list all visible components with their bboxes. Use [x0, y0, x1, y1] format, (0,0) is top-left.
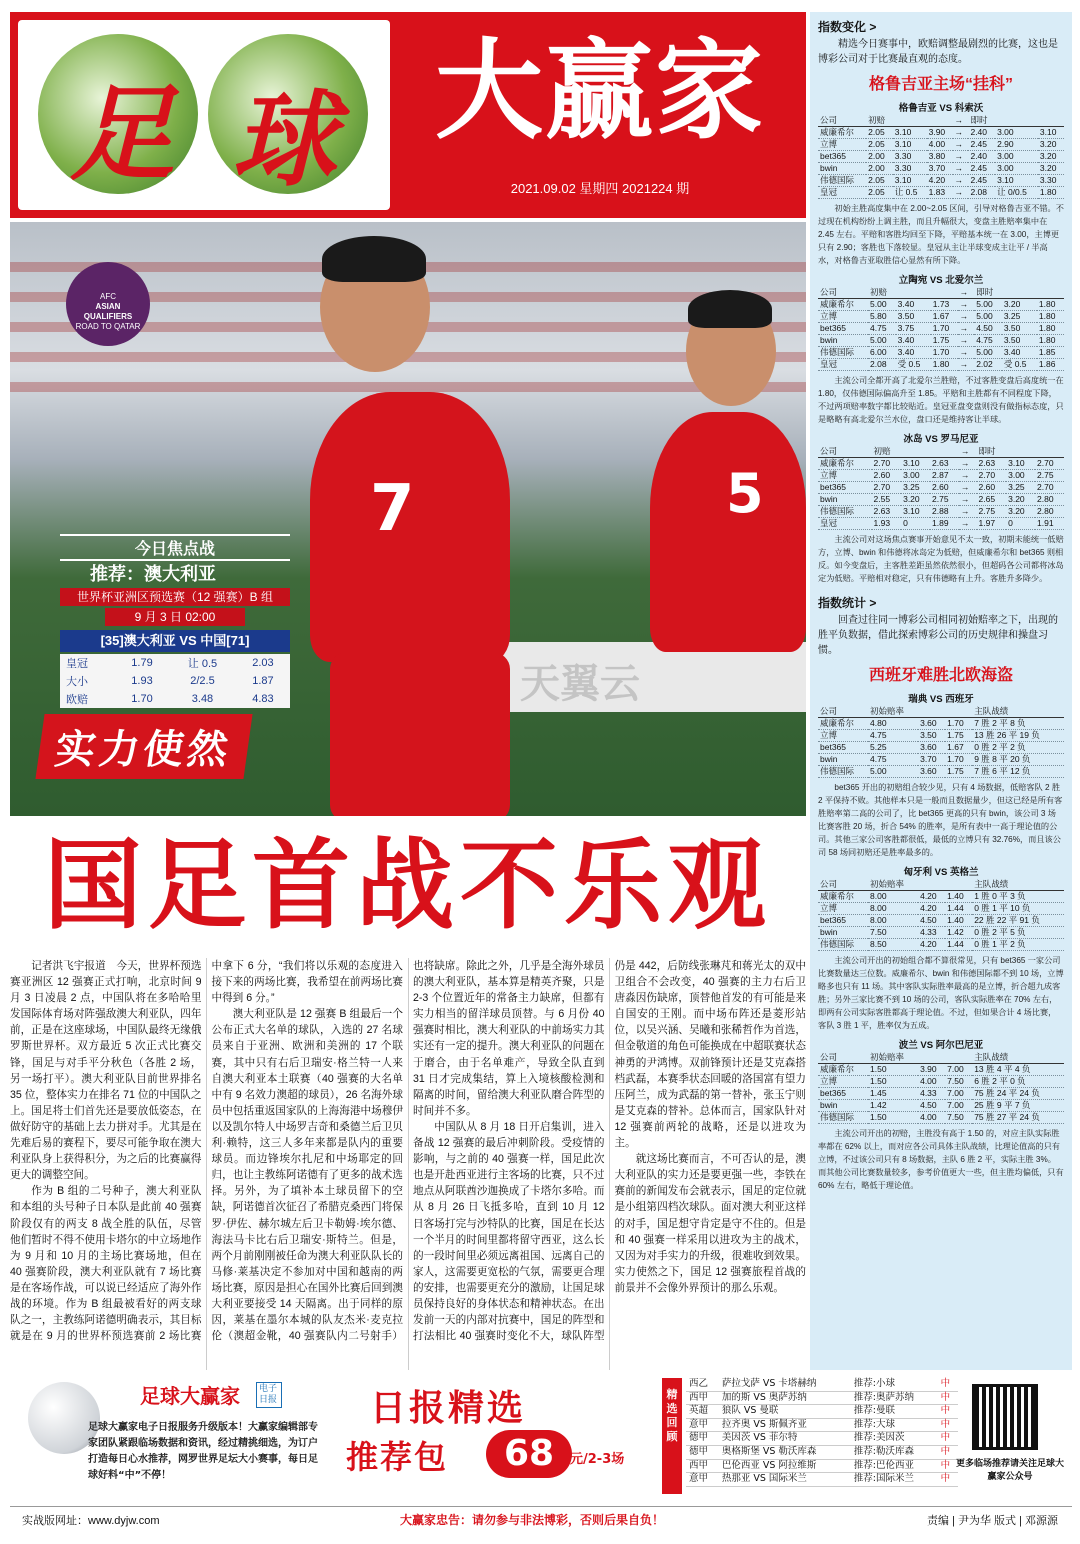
focus-kickoff-time: 9 月 3 日 02:00	[105, 608, 245, 626]
table-row: bet365 2.00 3.30 3.80 → 2.40 3.00 3.20	[818, 151, 1064, 163]
table-row: bet365 1.45 4.33 7.00 75 胜 24 平 24 负	[818, 1088, 1064, 1100]
table-header: 公司 初始赔率 主队战绩	[818, 705, 1064, 718]
article-paragraph: 作为 B 组的二号种子，澳大利亚队和本组的头号种子日本队是此前 40 强赛阶段仅有的两支 8 战全胜的队伍，尽管他们暂时不得不使用卡塔尔的中立场地作为 9 月和 10 月的主场比赛场地，但在 40 强赛阶段，澳大利亚队就有 7 场比赛是在客场作战，可以说已经适应了海外作战的环境。作为 B 组最被看好的两支球队之一，主教练阿诺德明确表示，其目标就是在 9 月的世界杯预选赛前 2 场比赛中拿下 6 分，“我们将以乐观的态度进入接下来的两场比赛，我希望在前两场比赛中得到 6 分。”	[10, 960, 403, 1343]
article-paragraph: 中国队从 8 月 18 日开启集训，进入备战 12 强赛的最后冲刺阶段。受疫情的影响，与之前的 40 强赛一样，国足此次也是开赴西亚进行主客场的比赛，只不过地点从阿联酋沙迦换成了卡塔尔多哈。而从 8 月 26 日飞抵多哈，直到 10 月 12 日客场打完与沙特队的比赛，国足在长达一个半月的时间里都将留守西亚，这么长的一段时间里必须远离祖国、远离自己的家人，这需要更宽松的气氛，需要更合理的安排，也需要更充分的激励，让国足球员保持良好的身体状态和精神状态。在出发前一天的内部对抗赛中，国足的阵型和打法相比 40 强赛时变化不大，球队阵型仍是 442，后防线张琳芃和蒋光太的双中卫组合不会改变，40 强赛的主力右后卫唐淼因伤缺席，顶替他首发的有可能是来自国安的王刚。而中场布阵还是菱形站位，以吴兴涵、吴曦和张稀哲作为首选，但金敬道的角色可能换成在中超联赛状态神勇的尹鸿博。双前锋预计还是艾克森搭档武磊，本赛季状态回暖的洛国富有望力压阿兰，成为武磊的第一替补，张玉宁则是艾克森的替补。总体而言，国家队针对 12 强赛前两轮的战略，还是以进攻为主。	[413, 960, 806, 1343]
table-row: 立博 2.60 3.00 2.87 → 2.70 3.00 2.75	[818, 470, 1064, 482]
masthead	[10, 12, 806, 218]
table-row: bwin 2.00 3.30 3.70 → 2.45 3.00 3.20	[818, 163, 1064, 175]
review-table	[686, 1378, 958, 1487]
player-5-shirt	[650, 412, 806, 652]
table-row: bwin 2.55 3.20 2.75 → 2.65 3.20 2.80	[818, 494, 1064, 506]
table-header: 公司 初赔 → 即时	[818, 286, 1064, 299]
ad-brand: 足球大赢家	[140, 1384, 240, 1408]
table-row: bet365 2.70 3.25 2.60 → 2.60 3.25 2.70	[818, 482, 1064, 494]
odds-change-tables	[810, 100, 1072, 588]
focus-title: 今日焦点战	[60, 534, 290, 561]
table-row: 立博 5.80 3.50 1.67 → 5.00 3.25 1.80	[818, 311, 1064, 323]
player-7-number: 7	[370, 472, 415, 546]
review-row: 西甲 加的斯 VS 奥萨苏纳 推荐:奥萨苏纳 中	[686, 1391, 958, 1405]
focus-odds-table	[60, 654, 290, 708]
analysis-note: 初始主胜高度集中在 2.00~2.05 区间，引导对格鲁吉亚不错。不过现在机构纷纷上调主胜，而且升幅很大，变盘主胜赔率集中在 2.45 左右。平赔和客胜均回至下降，平赔基本统一在 3.00，主博更只有 2.90；客胜也下落较显。皇冠从主让半球变成主让平 / 半高水，对格鲁吉亚取胜信心显然有所下降。	[818, 204, 1064, 265]
logo-char-1: 足	[70, 72, 175, 195]
afc-qualifiers-logo: AFC ASIAN QUALIFIERS ROAD TO QATAR	[66, 262, 150, 346]
table-header: 公司 初始赔率 主队战绩	[818, 878, 1064, 891]
match-title: 匈牙利 VS 英格兰	[903, 867, 979, 878]
table-row: 立博 8.00 4.20 1.44 0 胜 1 平 10 负	[818, 903, 1064, 915]
table-row: 立博 1.50 4.00 7.50 6 胜 2 平 0 负	[818, 1076, 1064, 1088]
table-row: bet365 4.75 3.75 1.70 → 4.50 3.50 1.80	[818, 323, 1064, 335]
table-row: 伟德国际 2.63 3.10 2.88 → 2.75 3.20 2.80	[818, 506, 1064, 518]
review-row: 意甲 热那亚 VS 国际米兰 推荐:国际米兰 中	[686, 1473, 958, 1487]
table-row: 皇冠 2.08 受 0.5 1.80 → 2.02 受 0.5 1.86	[818, 359, 1064, 371]
promo-title: 日报精选	[370, 1387, 527, 1429]
focus-match-box	[60, 534, 290, 704]
odds-table	[818, 286, 1064, 371]
section-intro: 精选今日赛事中，欧赔调整最剧烈的比赛，这也是博彩公司对于比赛最直观的态度。	[818, 39, 1058, 65]
focus-recommendation: 推荐：澳大利亚	[90, 564, 216, 584]
match-title: 波兰 VS 阿尔巴尼亚	[898, 1040, 984, 1051]
table-row: 皇冠 1.93 0 1.89 → 1.97 0 1.91	[818, 518, 1064, 530]
brand-title: 大赢家	[434, 29, 765, 154]
odds-table	[818, 705, 1064, 778]
footer	[10, 1506, 1072, 1532]
focus-match-teams: [35]澳大利亚 VS 中国[71]	[60, 630, 290, 652]
analysis-note: 主流公司开出的初始组合都不算很常见，只有 bet365 一家公司比赛数量达三位数。威廉希尔、bwin 和伟德国际都不到 10 场，立博略多也只有 11 场。其中客队实际胜率最高的是立博，折合超九成客胜；另外三家比赛不到 10 场的公司，客队实际胜率在 70% 左右，即两有公司实际客胜都高于理论值。不过，但如果合计 4 场比赛，客队 3 胜 1 平，胜率仅为五成。	[818, 956, 1064, 1030]
table-row: bwin 4.75 3.70 1.70 9 胜 8 平 20 负	[818, 754, 1064, 766]
table-row: 伟德国际 2.05 3.10 4.20 → 2.45 3.10 3.30	[818, 175, 1064, 187]
table-row: 伟德国际 5.00 3.60 1.75 7 胜 6 平 12 负	[818, 766, 1064, 778]
table-row: 威廉希尔 5.00 3.40 1.73 → 5.00 3.20 1.80	[818, 299, 1064, 311]
article-paragraph: 澳大利亚队是 12 强赛 B 组最后一个公布正式大名单的球队，入选的 27 名球员来自于亚洲、欧洲和美洲的 17 个联赛，其中只有右后卫瑞安·格兰特一人来自澳大利亚本土联赛（40 强赛的大名单中有 9 名效力澳超的球员），26 名海外球员中包括重返国家队的上海海港中场穆伊以及凯尔特人中场罗吉奇和桑德兰后卫贝利·赖特，这三人多年来都是队内的重要球员。而边锋埃尔扎尼和中场耶定的回归，也让主教练阿诺德有了更多的战术选择。另外，为了填补本土球员留下的空缺，阿诺德首次征召了希腊克桑西门将保罗·伊佐、赫尔城左后卫卡勒姆·埃尔德、海法马卡比右后卫瑞安·斯特兰。但是，两个月前刚刚被任命为澳大利亚队队长的马修·莱基决定不参加对中国和越南的两场比赛，原因是担心在国外比赛后回到澳大利亚要接受 14 天隔离。出于同样的原因，莱基在墨尔本城的队友杰米·麦克拉伦（澳超金靴，40 强赛队内二号射手）也将缺席。除此之外，几乎是全海外球员的澳大利亚队，基本算是精英齐聚，只是 2-3 个位置近年的常备主力缺席，但都有实力相当的留洋球员顶替。与 6 月份 40 强赛时相比，澳大利亚队的中前场实力其实还有一定的提升。澳大利亚队的问题在于磨合，由于名单难产，导致全队直到 31 日才完成集结，算上入境核酸检测和隔离的时间，留给澳大利亚队磨合阵型的时间并不多。	[211, 960, 605, 1343]
hero-photo	[10, 222, 806, 816]
review-label: 精选回顾	[662, 1378, 682, 1494]
review-row: 德甲 美因茨 VS 菲尔特 推荐:美因茨 中	[686, 1432, 958, 1446]
odds-table	[818, 114, 1064, 199]
review-row: 西甲 巴伦西亚 VS 阿拉维斯 推荐:巴伦西亚 中	[686, 1459, 958, 1473]
section-heading: 指数统计 >	[818, 596, 877, 610]
table-row: bet365 5.25 3.60 1.67 0 胜 2 平 2 负	[818, 742, 1064, 754]
ad-tag: 电子日报	[256, 1382, 282, 1408]
slogan-banner: 实力使然	[35, 714, 252, 779]
table-header: 公司 初赔 → 即时	[818, 114, 1064, 127]
table-row: 皇冠 1.79 让 0.5 2.03	[66, 657, 274, 670]
match-title: 瑞典 VS 西班牙	[908, 694, 974, 705]
table-row: bet365 8.00 4.50 1.40 22 胜 22 平 91 负	[818, 915, 1064, 927]
bottom-promo	[10, 1374, 1072, 1500]
table-row: 威廉希尔 4.80 3.60 1.70 7 胜 2 平 8 负	[818, 718, 1064, 730]
logo-char-2: 球	[232, 78, 337, 201]
ad-text: 足球大赢家电子日报服务升级版本！大赢家编辑部专家团队紧跟临场数据和资讯，经过精挑细选，为订户打造每日心水推荐，网罗世界足坛大小赛事，每日足球好料“中”不停！	[88, 1422, 318, 1481]
table-row: 威廉希尔 2.05 3.10 3.90 → 2.40 3.00 3.10	[818, 127, 1064, 139]
table-row: 皇冠 2.05 让 0.5 1.83 → 2.08 让 0/0.5 1.80	[818, 187, 1064, 199]
player-7-hair	[322, 236, 426, 282]
editor-credits: 责编 | 尹为华 版式 | 邓源源	[927, 1515, 1058, 1527]
section-intro: 回查过往同一博彩公司相同初始赔率之下，出现的胜平负数据，借此探索博彩公司的历史规律和操盘习惯。	[818, 615, 1058, 656]
odds-sidebar	[810, 12, 1072, 1370]
review-row: 英超 狼队 VS 曼联 推荐:曼联 中	[686, 1405, 958, 1419]
player-5-number: 5	[726, 462, 764, 525]
subsection-title: 西班牙难胜北欧海盗	[868, 667, 1013, 684]
analysis-note: 主流公司对这场焦点赛事开始意见不太一致，初期未能统一低赔方，立博、bwin 和伟德将冰岛定为低赔，但威廉希尔和 bet365 则相反。如今变盘后，主客胜差距虽然依然很小，但超码各公司都将冰岛定为低赔。平赔相对稳定，只有伟德略有上升。客胜升多降少。	[818, 535, 1064, 583]
analysis-note: 主流公司开出的初赔，主胜没有高于 1.50 的，对应主队实际胜率都在 62% 以上，而对应各公司具体主队战绩，比理论值高的只有立博，不过该公司只有 8 场数据，主队 6 胜 2 平，实际主胜 3%。而其他公司比赛数量较多，参考价值更大一些，但主胜均偏低，只有 60% 左右，略低于理论值。	[818, 1129, 1064, 1190]
table-row: 威廉希尔 8.00 4.20 1.40 1 胜 0 平 3 负	[818, 891, 1064, 903]
qr-note: 更多临场推荐请关注足球大赢家公众号	[955, 1459, 1064, 1482]
stand-row	[10, 382, 806, 392]
table-row: bwin 1.42 4.50 7.00 25 胜 9 平 7 负	[818, 1100, 1064, 1112]
promo-unit: 元/2-3场	[570, 1452, 625, 1467]
match-title: 格鲁吉亚 VS 科索沃	[898, 103, 984, 114]
odds-table	[818, 1051, 1064, 1124]
subsection-title: 格鲁吉亚主场“挂科”	[868, 76, 1013, 93]
logo-panel	[18, 20, 390, 210]
qr-code-icon[interactable]	[972, 1384, 1038, 1450]
review-row: 德甲 奥格斯堡 VS 勒沃库森 推荐:勒沃库森 中	[686, 1445, 958, 1459]
odds-table	[818, 878, 1064, 951]
table-row: bwin 5.00 3.40 1.75 → 4.75 3.50 1.80	[818, 335, 1064, 347]
gambling-warning: 大赢家忠告：请勿参与非法博彩，否则后果自负！	[400, 1513, 665, 1527]
article-body	[10, 958, 806, 1370]
table-row: 大小 1.93 2/2.5 1.87	[66, 675, 274, 688]
table-row: 伟德国际 1.50 4.00 7.50 75 胜 27 平 24 负	[818, 1112, 1064, 1124]
table-row: 伟德国际 6.00 3.40 1.70 → 5.00 3.40 1.85	[818, 347, 1064, 359]
table-row: bwin 7.50 4.33 1.42 0 胜 2 平 5 负	[818, 927, 1064, 939]
site-url[interactable]: 实战版网址：www.dyjw.com	[22, 1515, 160, 1527]
player-5-hair	[688, 290, 772, 328]
table-header: 公司 初始赔率 主队战绩	[818, 1051, 1064, 1064]
section-heading: 指数变化 >	[818, 20, 877, 34]
focus-competition: 世界杯亚洲区预选赛（12 强赛）B 组	[60, 588, 290, 606]
review-row: 意甲 拉齐奥 VS 斯佩齐亚 推荐:大球 中	[686, 1418, 958, 1432]
table-row: 伟德国际 8.50 4.20 1.44 0 胜 1 平 2 负	[818, 939, 1064, 951]
issue-date: 2021.09.02 星期四 2021224 期	[510, 181, 690, 196]
match-title: 冰岛 VS 罗马尼亚	[903, 434, 979, 445]
promo-subtitle: 推荐包	[346, 1438, 449, 1476]
odds-table	[818, 445, 1064, 530]
table-row: 欧赔 1.70 3.48 4.83	[66, 693, 274, 706]
analysis-note: bet365 开出的初赔组合较少见，只有 4 场数据，低赔客队 2 胜 2 平保持不败。其他样本只是一般而且数据量少，但这已经是所有客胜赔率第二高的公司了，比 bet365 更高的只有 bwin，该公司 3 场比赛客胜 20 场，折合 54% 的胜率，是所有表中一高于理论值的公司。其他三家公司客胜都很低，最低的立博只有 32.76%，而且该公司 58 场同初赔还是胜率最多的。	[818, 783, 1063, 857]
table-row: 威廉希尔 2.70 3.10 2.63 → 2.63 3.10 2.70	[818, 458, 1064, 470]
review-row: 西乙 萨拉戈萨 VS 卡塔赫纳 推荐:小球 中	[686, 1378, 958, 1391]
ad-board: 天翼云	[500, 642, 806, 712]
main-headline: 国足首战不乐观	[43, 829, 772, 943]
match-title: 立陶宛 VS 北爱尔兰	[898, 275, 984, 286]
article-paragraph: 记者洪飞宇报道 今天，世界杯预选赛亚洲区 12 强赛正式打响，北京时间 9 月 3 日凌晨 2 点，中国队将在多哈哈里发国际体育场对阵强敌澳大利亚队，四年前，正是在这座球场，中国队最终无缘俄罗斯世界杯。双方最近 5 次正式比赛交锋，国足与对手平分秋色（各胜 2 场，另一场打平）。澳大利亚队目前世界排名 35 位，整体实力在排名 71 位的中国队之上。国足将士们首先还是要放低姿态，在做好防守的基础上去力拼对手。尤其是在先难后易的赛程下，要尽可能争取在澳大利亚队身上获得积分，为之后的比赛赢得更大的调整空间。	[10, 960, 202, 1182]
odds-stats-tables	[810, 691, 1072, 1195]
table-row: 威廉希尔 1.50 3.90 7.00 13 胜 4 平 4 负	[818, 1064, 1064, 1076]
article-paragraph: 就这场比赛而言，不可否认的是，澳大利亚队的实力还是要更强一些，李铁在赛前的新闻发布会就表示，国足的定位就是小组第四档次球队。面对澳大利亚这样的对手，国足想守肯定是守不住的。但是和 40 强赛一样采用以进攻为主的战术，又因为对手实力的升级，很难收到效果。实力使然之下，国足 12 强赛旅程首战的前景并不会像外界预计的那么乐观。	[614, 1153, 806, 1294]
table-header: 公司 初赔 → 即时	[818, 445, 1064, 458]
table-row: 立博 2.05 3.10 4.00 → 2.45 2.90 3.20	[818, 139, 1064, 151]
player-7-shorts	[330, 652, 510, 816]
table-row: 立博 4.75 3.50 1.75 13 胜 26 平 19 负	[818, 730, 1064, 742]
analysis-note: 主流公司全都开高了北爱尔兰胜赔，不过客胜变盘后高度统一在 1.80，仅伟德国际偏高升至 1.85。平赔和主胜都有不同程度下降，不过两项赔率数字都比较贴近。皇冠亚盘变盘则没有做指标态度，只是略略有高北爱尔兰水位，盘口还是维持客让半球。	[818, 376, 1064, 424]
promo-price: 68	[486, 1430, 572, 1478]
